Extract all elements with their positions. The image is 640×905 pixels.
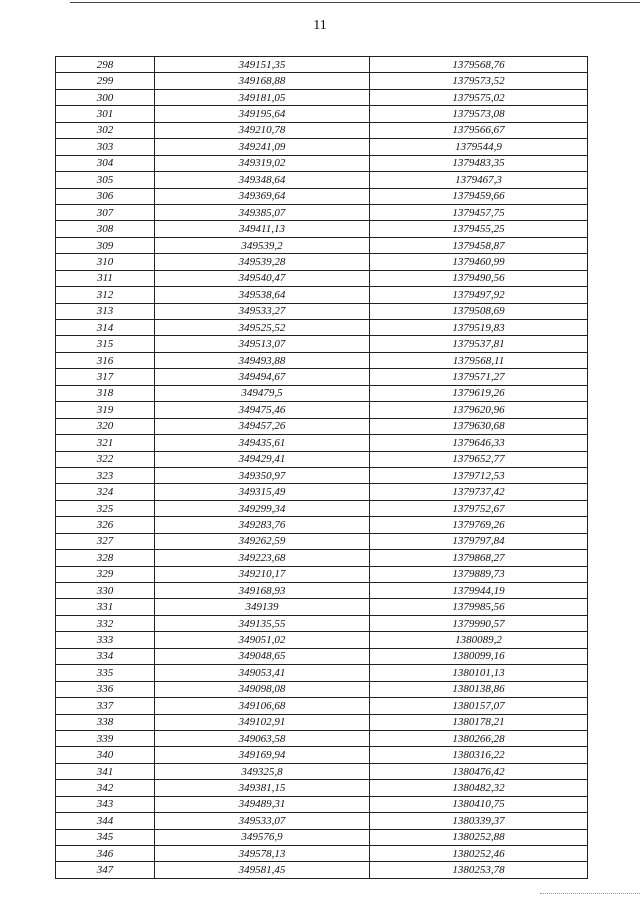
point-number-cell: 347: [56, 862, 155, 878]
point-number-cell: 310: [56, 254, 155, 270]
table-row: [56, 270, 588, 286]
point-number-cell: 316: [56, 352, 155, 368]
point-number-cell: 314: [56, 320, 155, 336]
x-coordinate-cell: 349348,64: [155, 172, 370, 188]
point-number-cell: 342: [56, 780, 155, 796]
table-row: [56, 73, 588, 89]
table-row: [56, 320, 588, 336]
x-coordinate-cell: 349181,05: [155, 89, 370, 105]
y-coordinate-cell: 1380266,28: [370, 730, 588, 746]
point-number-cell: 322: [56, 451, 155, 467]
point-number-cell: 329: [56, 566, 155, 582]
x-coordinate-cell: 349525,52: [155, 320, 370, 336]
y-coordinate-cell: 1379630,68: [370, 418, 588, 434]
point-number-cell: 332: [56, 615, 155, 631]
point-number-cell: 334: [56, 648, 155, 664]
y-coordinate-cell: 1379460,99: [370, 254, 588, 270]
point-number-cell: 343: [56, 796, 155, 812]
y-coordinate-cell: 1379571,27: [370, 369, 588, 385]
x-coordinate-cell: 349319,02: [155, 155, 370, 171]
point-number-cell: 344: [56, 813, 155, 829]
x-coordinate-cell: 349102,91: [155, 714, 370, 730]
x-coordinate-cell: 349385,07: [155, 204, 370, 220]
y-coordinate-cell: 1379568,11: [370, 352, 588, 368]
point-number-cell: 345: [56, 829, 155, 845]
point-number-cell: 346: [56, 846, 155, 862]
point-number-cell: 313: [56, 303, 155, 319]
x-coordinate-cell: 349210,78: [155, 122, 370, 138]
point-number-cell: 335: [56, 665, 155, 681]
y-coordinate-cell: 1379566,67: [370, 122, 588, 138]
x-coordinate-cell: 349299,34: [155, 500, 370, 516]
table-row: [56, 254, 588, 270]
point-number-cell: 319: [56, 402, 155, 418]
table-row: [56, 583, 588, 599]
top-rule: [70, 2, 640, 3]
point-number-cell: 302: [56, 122, 155, 138]
table-row: [56, 484, 588, 500]
point-number-cell: 339: [56, 730, 155, 746]
table-row: [56, 698, 588, 714]
x-coordinate-cell: 349513,07: [155, 336, 370, 352]
table-row: [56, 796, 588, 812]
y-coordinate-cell: 1379944,19: [370, 583, 588, 599]
x-coordinate-cell: 349151,35: [155, 57, 370, 73]
point-number-cell: 321: [56, 435, 155, 451]
x-coordinate-cell: 349223,68: [155, 550, 370, 566]
y-coordinate-cell: 1379752,67: [370, 500, 588, 516]
x-coordinate-cell: 349411,13: [155, 221, 370, 237]
x-coordinate-cell: 349048,65: [155, 648, 370, 664]
y-coordinate-cell: 1379985,56: [370, 599, 588, 615]
point-number-cell: 301: [56, 106, 155, 122]
y-coordinate-cell: 1379712,53: [370, 467, 588, 483]
y-coordinate-cell: 1379508,69: [370, 303, 588, 319]
y-coordinate-cell: 1379568,76: [370, 57, 588, 73]
table-row: [56, 730, 588, 746]
point-number-cell: 337: [56, 698, 155, 714]
point-number-cell: 328: [56, 550, 155, 566]
table-row: [56, 599, 588, 615]
point-number-cell: 311: [56, 270, 155, 286]
y-coordinate-cell: 1380101,13: [370, 665, 588, 681]
x-coordinate-cell: 349475,46: [155, 402, 370, 418]
point-number-cell: 312: [56, 287, 155, 303]
x-coordinate-cell: 349494,67: [155, 369, 370, 385]
table-row: [56, 451, 588, 467]
x-coordinate-cell: 349241,09: [155, 139, 370, 155]
table-row: [56, 813, 588, 829]
table-row: [56, 221, 588, 237]
x-coordinate-cell: 349578,13: [155, 846, 370, 862]
point-number-cell: 324: [56, 484, 155, 500]
x-coordinate-cell: 349053,41: [155, 665, 370, 681]
x-coordinate-cell: 349429,41: [155, 451, 370, 467]
y-coordinate-cell: 1380339,37: [370, 813, 588, 829]
point-number-cell: 320: [56, 418, 155, 434]
y-coordinate-cell: 1379519,83: [370, 320, 588, 336]
point-number-cell: 298: [56, 57, 155, 73]
point-number-cell: 325: [56, 500, 155, 516]
x-coordinate-cell: 349283,76: [155, 517, 370, 533]
x-coordinate-cell: 349169,94: [155, 747, 370, 763]
y-coordinate-cell: 1379646,33: [370, 435, 588, 451]
x-coordinate-cell: 349539,2: [155, 237, 370, 253]
table-row: [56, 122, 588, 138]
y-coordinate-cell: 1379457,75: [370, 204, 588, 220]
x-coordinate-cell: 349533,27: [155, 303, 370, 319]
table-row: [56, 533, 588, 549]
point-number-cell: 330: [56, 583, 155, 599]
y-coordinate-cell: 1380253,78: [370, 862, 588, 878]
table-row: [56, 550, 588, 566]
table-row: [56, 303, 588, 319]
point-number-cell: 308: [56, 221, 155, 237]
y-coordinate-cell: 1380410,75: [370, 796, 588, 812]
table-row: [56, 467, 588, 483]
point-number-cell: 326: [56, 517, 155, 533]
table-row: [56, 352, 588, 368]
table-row: [56, 846, 588, 862]
x-coordinate-cell: 349210,17: [155, 566, 370, 582]
y-coordinate-cell: 1380476,42: [370, 763, 588, 779]
x-coordinate-cell: 349106,68: [155, 698, 370, 714]
y-coordinate-cell: 1379573,52: [370, 73, 588, 89]
table-row: [56, 500, 588, 516]
y-coordinate-cell: 1380178,21: [370, 714, 588, 730]
y-coordinate-cell: 1379458,87: [370, 237, 588, 253]
x-coordinate-cell: 349435,61: [155, 435, 370, 451]
bottom-dotted-line: [540, 893, 640, 894]
y-coordinate-cell: 1379467,3: [370, 172, 588, 188]
table-row: [56, 714, 588, 730]
point-number-cell: 331: [56, 599, 155, 615]
x-coordinate-cell: 349051,02: [155, 632, 370, 648]
y-coordinate-cell: 1379455,25: [370, 221, 588, 237]
x-coordinate-cell: 349381,15: [155, 780, 370, 796]
y-coordinate-cell: 1379652,77: [370, 451, 588, 467]
table-row: [56, 336, 588, 352]
table-row: [56, 435, 588, 451]
y-coordinate-cell: 1379737,42: [370, 484, 588, 500]
y-coordinate-cell: 1380252,46: [370, 846, 588, 862]
y-coordinate-cell: 1379769,26: [370, 517, 588, 533]
point-number-cell: 306: [56, 188, 155, 204]
y-coordinate-cell: 1379537,81: [370, 336, 588, 352]
table-row: [56, 780, 588, 796]
y-coordinate-cell: 1379619,26: [370, 385, 588, 401]
x-coordinate-cell: 349315,49: [155, 484, 370, 500]
table-row: [56, 747, 588, 763]
y-coordinate-cell: 1379497,92: [370, 287, 588, 303]
table-row: [56, 632, 588, 648]
table-row: [56, 204, 588, 220]
y-coordinate-cell: 1379544,9: [370, 139, 588, 155]
point-number-cell: 327: [56, 533, 155, 549]
y-coordinate-cell: 1380089,2: [370, 632, 588, 648]
x-coordinate-cell: 349540,47: [155, 270, 370, 286]
y-coordinate-cell: 1379573,08: [370, 106, 588, 122]
y-coordinate-cell: 1379575,02: [370, 89, 588, 105]
table-row: [56, 237, 588, 253]
x-coordinate-cell: 349369,64: [155, 188, 370, 204]
table-row: [56, 665, 588, 681]
y-coordinate-cell: 1379620,96: [370, 402, 588, 418]
page-number: 11: [313, 18, 327, 33]
point-number-cell: 317: [56, 369, 155, 385]
table-row: [56, 188, 588, 204]
table-row: [56, 681, 588, 697]
table-row: [56, 566, 588, 582]
table-row: [56, 862, 588, 878]
table-row: [56, 385, 588, 401]
x-coordinate-cell: 349576,9: [155, 829, 370, 845]
x-coordinate-cell: 349262,59: [155, 533, 370, 549]
point-number-cell: 336: [56, 681, 155, 697]
table-row: [56, 517, 588, 533]
y-coordinate-cell: 1380157,07: [370, 698, 588, 714]
x-coordinate-cell: 349098,08: [155, 681, 370, 697]
y-coordinate-cell: 1379459,66: [370, 188, 588, 204]
x-coordinate-cell: 349325,8: [155, 763, 370, 779]
table-row: [56, 763, 588, 779]
y-coordinate-cell: 1379490,56: [370, 270, 588, 286]
point-number-cell: 307: [56, 204, 155, 220]
y-coordinate-cell: 1379868,27: [370, 550, 588, 566]
table-row: [56, 402, 588, 418]
point-number-cell: 305: [56, 172, 155, 188]
point-number-cell: 300: [56, 89, 155, 105]
table-row: [56, 89, 588, 105]
coordinates-table-body: [56, 57, 588, 879]
table-row: [56, 172, 588, 188]
x-coordinate-cell: 349493,88: [155, 352, 370, 368]
point-number-cell: 338: [56, 714, 155, 730]
x-coordinate-cell: 349533,07: [155, 813, 370, 829]
table-row: [56, 369, 588, 385]
table-row: [56, 155, 588, 171]
x-coordinate-cell: 349195,64: [155, 106, 370, 122]
x-coordinate-cell: 349479,5: [155, 385, 370, 401]
y-coordinate-cell: 1380482,32: [370, 780, 588, 796]
point-number-cell: 341: [56, 763, 155, 779]
table-row: [56, 287, 588, 303]
table-row: [56, 139, 588, 155]
point-number-cell: 309: [56, 237, 155, 253]
x-coordinate-cell: 349538,64: [155, 287, 370, 303]
table-row: [56, 648, 588, 664]
y-coordinate-cell: 1380252,88: [370, 829, 588, 845]
point-number-cell: 315: [56, 336, 155, 352]
table-row: [56, 615, 588, 631]
x-coordinate-cell: 349539,28: [155, 254, 370, 270]
point-number-cell: 303: [56, 139, 155, 155]
y-coordinate-cell: 1379889,73: [370, 566, 588, 582]
point-number-cell: 304: [56, 155, 155, 171]
x-coordinate-cell: 349489,31: [155, 796, 370, 812]
y-coordinate-cell: 1379990,57: [370, 615, 588, 631]
point-number-cell: 340: [56, 747, 155, 763]
x-coordinate-cell: 349168,88: [155, 73, 370, 89]
x-coordinate-cell: 349139: [155, 599, 370, 615]
table-row: [56, 106, 588, 122]
x-coordinate-cell: 349457,26: [155, 418, 370, 434]
x-coordinate-cell: 349350,97: [155, 467, 370, 483]
point-number-cell: 323: [56, 467, 155, 483]
table-row: [56, 829, 588, 845]
y-coordinate-cell: 1380316,22: [370, 747, 588, 763]
x-coordinate-cell: 349135,55: [155, 615, 370, 631]
x-coordinate-cell: 349168,93: [155, 583, 370, 599]
point-number-cell: 333: [56, 632, 155, 648]
x-coordinate-cell: 349581,45: [155, 862, 370, 878]
table-row: [56, 418, 588, 434]
x-coordinate-cell: 349063,58: [155, 730, 370, 746]
y-coordinate-cell: 1380099,16: [370, 648, 588, 664]
point-number-cell: 299: [56, 73, 155, 89]
table-row: [56, 57, 588, 73]
y-coordinate-cell: 1380138,86: [370, 681, 588, 697]
point-number-cell: 318: [56, 385, 155, 401]
coordinates-table: [55, 56, 588, 879]
y-coordinate-cell: 1379483,35: [370, 155, 588, 171]
y-coordinate-cell: 1379797,84: [370, 533, 588, 549]
